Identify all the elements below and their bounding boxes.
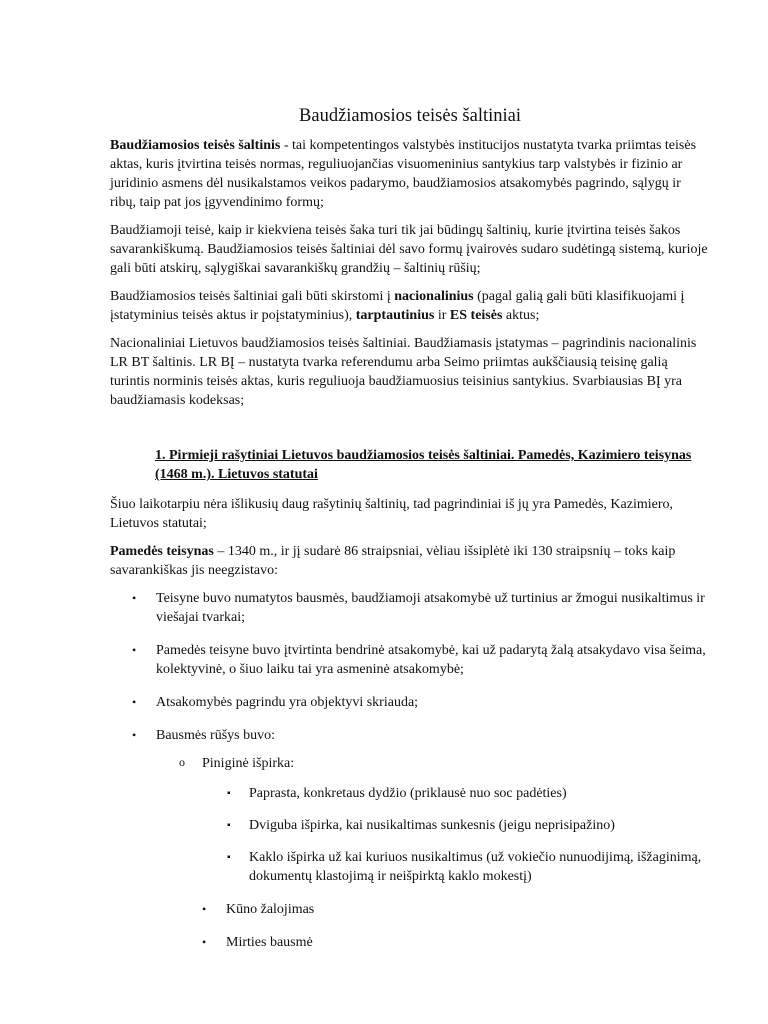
sub-sub-list-item-text: Paprasta, konkretaus dydžio (priklausė nuo soc padėties) — [249, 786, 567, 801]
square-bullet-icon: ▪ — [227, 820, 231, 831]
term-bold: Baudžiamosios teisės šaltinis — [110, 138, 281, 153]
bullet-icon: • — [132, 695, 137, 709]
list-item-text: Teisyne buvo numatytos bausmės, baudžiamoji atsakomybė už turtinius ar žmogui nusikaltimus ir viešajai tvarkai; — [156, 591, 705, 625]
bold-nacionalinius: nacionalinius — [394, 289, 474, 304]
sub-list-item-text: Piniginė išpirka: — [202, 756, 295, 771]
bold-es-teises: ES teisės — [449, 308, 503, 323]
list-item — [110, 589, 710, 627]
sub-sub-list-item — [202, 784, 710, 803]
bullet-icon: • — [202, 935, 207, 949]
sub-list-item-text: Mirties bausmė — [226, 935, 313, 950]
square-bullet-icon: ▪ — [227, 788, 231, 799]
sub-list — [156, 754, 710, 886]
text-a: Baudžiamosios teisės šaltiniai gali būti skirstomi į — [110, 289, 395, 304]
bullet-icon: • — [132, 728, 137, 742]
sub-sub-list-item-text: Kaklo išpirka už kai kuriuos nusikaltimus (už vokiečio nunuodijimą, išžaginimą, dokumentų klastojimą ir neišpirktą kaklo mokestį) — [249, 850, 702, 884]
document-title: Baudžiamosios teisės šaltiniai — [299, 106, 521, 126]
document-page — [110, 104, 710, 966]
sub-sub-list — [202, 784, 710, 886]
bullet-icon: • — [202, 902, 207, 916]
text-d: ir — [434, 308, 450, 323]
circle-bullet-icon: o — [179, 755, 185, 769]
pamedes-bold: Pamedės teisynas — [110, 544, 214, 559]
paragraph-branch: Baudžiamoji teisė, kaip ir kiekviena teisės šaka turi tik jai būdingų šaltinių, kurie įtvirtina teisės šakos savarankiškumą. Baudžiamosios teisės šaltiniai dėl savo formų įvairovės sudaro sudėtingą sistemą, kurioje gali būti atskirų, sąlygiškai savarankiškų grandžių – šaltinių rūšių; — [110, 223, 708, 276]
text-c: (pagal galią gali būti klasifikuojami į įstatyminius teisės aktus ir poįstatyminius), — [110, 289, 685, 323]
list-item — [110, 693, 710, 712]
paragraph-definition — [110, 136, 710, 212]
sub-list-item-text: Kūno žalojimas — [226, 902, 315, 917]
text-e: aktus; — [502, 308, 540, 323]
section-heading: 1. Pirmieji rašytiniai Lietuvos baudžiamosios teisės šaltiniai. Pamedės, Kazimiero teisynas (1468 m.). Lietuvos statutai — [155, 448, 692, 482]
definition-text: - tai kompetentingos valstybės institucijos nustatyta tvarka priimtas teisės aktas, kuris įtvirtina teisės normas, reguliuojančias visuomeninius santykius tarp valstybės ir fizinio ar juridinio asmens dėl nusikalstamos veikos padarymo, baudžiamosios atsakomybės pagrindo, sąlygų ir ribų, taip pat jos įgyvendinimo formų; — [110, 138, 697, 210]
list-item-text: Pamedės teisyne buvo įtvirtinta bendrinė atsakomybė, kai už padarytą žalą atsakydavo visa šeima, kolektyvinė, o šiuo laiku tai yra asmeninė atsakomybė; — [156, 643, 706, 677]
sub-sub-list-item-text: Dviguba išpirka, kai nusikaltimas sunkesnis (jeigu neprisipažino) — [249, 818, 615, 833]
sub-sub-list-item — [202, 816, 710, 835]
paragraph-period: Šiuo laikotarpiu nėra išlikusių daug rašytinių šaltinių, tad pagrindiniai iš jų yra Pamedės, Kazimiero, Lietuvos statutai; — [110, 497, 674, 531]
bullet-icon: • — [132, 591, 137, 605]
list-item-text: Bausmės rūšys buvo: — [156, 728, 275, 743]
sub-sub-list-item — [202, 848, 710, 886]
paragraph-classification — [110, 287, 710, 325]
list-item — [110, 641, 710, 679]
bold-tarptautinius: tarptautinius — [355, 308, 435, 323]
pamedes-text: – 1340 m., ir jį sudarė 86 straipsniai, vėliau išsiplėtė iki 130 straipsnių – toks kaip savarankiškas jis neegzistavo: — [110, 544, 676, 578]
bullet-list — [110, 589, 710, 952]
sub-list-item — [202, 900, 710, 919]
sub-list-secondary — [202, 900, 710, 952]
square-bullet-icon: ▪ — [227, 852, 231, 863]
bullet-icon: • — [132, 643, 137, 657]
list-item — [110, 726, 710, 952]
list-item-text: Atsakomybės pagrindu yra objektyvi skriauda; — [156, 695, 419, 710]
paragraph-national-sources: Nacionaliniai Lietuvos baudžiamosios teisės šaltiniai. Baudžiamasis įstatymas – pagrindinis nacionalinis LR BT šaltinis. LR BĮ – nustatyta tvarka referendumu arba Seimo priimtas aukščiausią teisinę galią turintis norminis teisės aktas, kuris reguliuoja baudžiamuosius teisinius santykius. Svarbiausias BĮ yra baudžiamasis kodeksas; — [110, 336, 697, 408]
paragraph-pamedes — [110, 542, 710, 580]
sub-list-item — [156, 754, 710, 886]
sub-list-item — [202, 933, 710, 952]
